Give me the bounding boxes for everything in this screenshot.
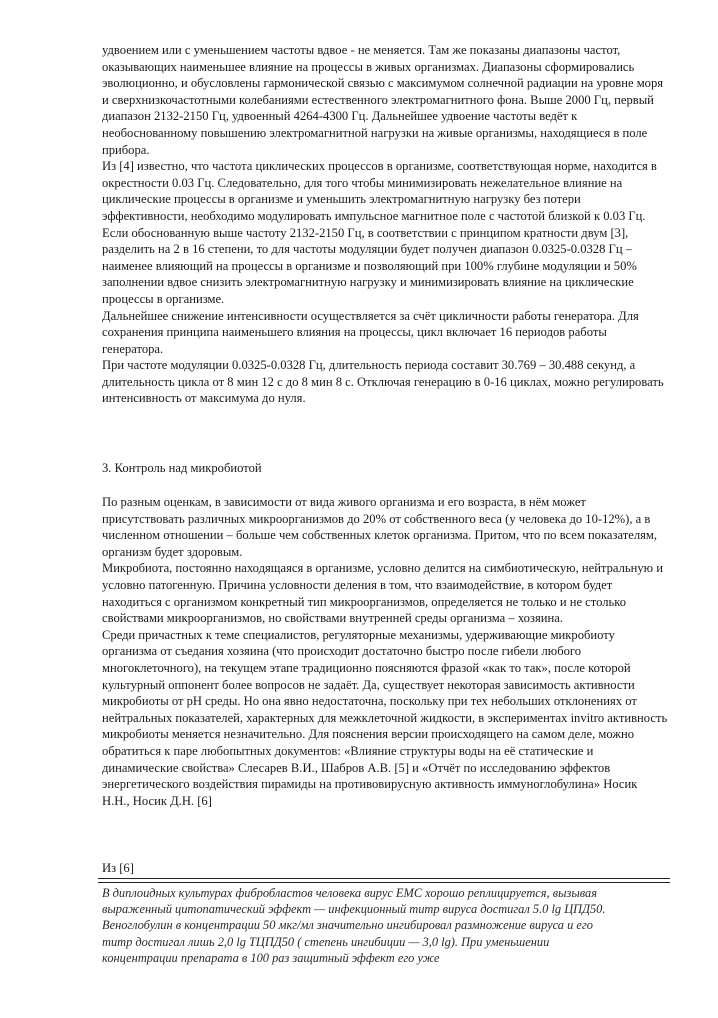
section-heading: 3. Контроль над микробиотой <box>102 461 262 475</box>
quoted-excerpt: В диплоидных культурах фибробластов человека вирус ЕМС хорошо реплицируется, вызывая выраженный цитопатический эффект — инфекционный титр вируса достигал 5.0 lg ЦПД50. Веноглобулин в концентрации 50 мкг/мл значительно ингибировал размножение вируса и его титр достигал лишь 2,0 lg ТЦПД50 ( степень ингибиции — 3,0 lg). При уменьшении концентрации препарата в 100 раз защитный эффект его уже <box>102 886 606 965</box>
paragraph: При частоте модуляции 0.0325-0.0328 Гц, длительность периода составит 30.769 – 30.488 секунд, а длительность цикла от 8 мин 12 с до 8 мин 8 с. Отключая генерацию в 0-16 циклах, можно регулировать интенсивность от максимума до нуля. <box>102 358 664 406</box>
reference-label: Из [6] <box>102 861 134 875</box>
text-block-frequency <box>102 42 668 407</box>
divider-line <box>98 878 670 879</box>
paragraph: удвоением или с уменьшением частоты вдвое - не меняется. Там же показаны диапазоны частот, оказывающих наименьшее влияние на процессы в живых организмах. Диапазоны сформировались эволюционно, и обусловлены гармонической связью с максимумом солнечной радиации на уровне моря и сверхнизкочастотными колебаниями естественного электромагнитного фона. Выше 2000 Гц, первый диапазон 2132-2150 Гц, удвоенный 4264-4300 Гц. Дальнейшее удвоение частоты ведёт к необоснованному повышению электромагнитной нагрузки на живые организмы, находящиеся в поле прибора. <box>102 43 664 157</box>
paragraph: Микробиота, постоянно находящаяся в организме, условно делится на симбиотическую, нейтральную и условно патогенную. Причина условности деления в том, что взаимодействие, в котором будет находиться с организмом конкретный тип микроорганизмов, определяется не только и не столько свойствами микроорганизмов, но свойствами внутренней среды организма – хозяина. <box>102 561 663 626</box>
text-block-microbiota <box>102 494 668 809</box>
paragraph: Из [4] известно, что частота циклических процессов в организме, соответствующая норме, находится в окрестности 0.03 Гц. Следовательно, для того чтобы минимизировать нежелательное влияние на циклические процессы в организме и уменьшить электромагнитную нагрузку без потери эффективности, необходимо модулировать импульсное магнитное поле с частотой близкой к 0.03 Гц. Если обоснованную выше частоту 2132-2150 Гц, в соответствии с принципом кратности двум [3], разделить на 2 в 16 степени, то для частоты модуляции будет получен диапазон 0.0325-0.0328 Гц – наименее влияющий на процессы в организме и позволяющий при 100% глубине модуляции и 50% заполнении вдвое снизить электромагнитную нагрузку и минимизировать влияние на циклические процессы в организме. <box>102 159 657 306</box>
paragraph: Среди причастных к теме специалистов, регуляторные механизмы, удерживающие микробиоту организма от съедания хозяина (что происходит достаточно быстро после гибели любого многоклеточного), на текущем этапе традиционно поясняются фразой «как то так», после которой культурный оппонент более вопросов не задаёт. Да, существует некоторая зависимость активности микробиоты от pH среды. Но она явно недостаточна, поскольку при тех небольших отклонениях от нейтральных показателей, характерных для межклеточной жидкости, в экспериментах invitro активность микробиоты меняется незначительно. Для пояснения версии происходящего на самом деле, можно обратиться к паре любопытных документов: «Влияние структуры воды на её статические и динамические свойства» Слесарев В.И., Шабров А.В. [5] и «Отчёт по исследованию эффектов энергетического воздействия пирамиды на противовирусную активность иммуноглобулина» Носик Н.Н., Носик Д.Н. [6] <box>102 627 668 808</box>
divider-line <box>98 882 670 883</box>
paragraph: По разным оценкам, в зависимости от вида живого организма и его возраста, в нём может присутствовать различных микроорганизмов до 20% от собственного веса (у человека до 10-12%), а в численном отношении – больше чем собственных клеток организма. Притом, что по всем показателям, организм будет здоровым. <box>102 495 658 559</box>
paragraph: Дальнейшее снижение интенсивности осуществляется за счёт цикличности работы генератора. Для сохранения принципа наименьшего влияния на процессы, цикл включает 16 периодов работы генератора. <box>102 308 639 356</box>
